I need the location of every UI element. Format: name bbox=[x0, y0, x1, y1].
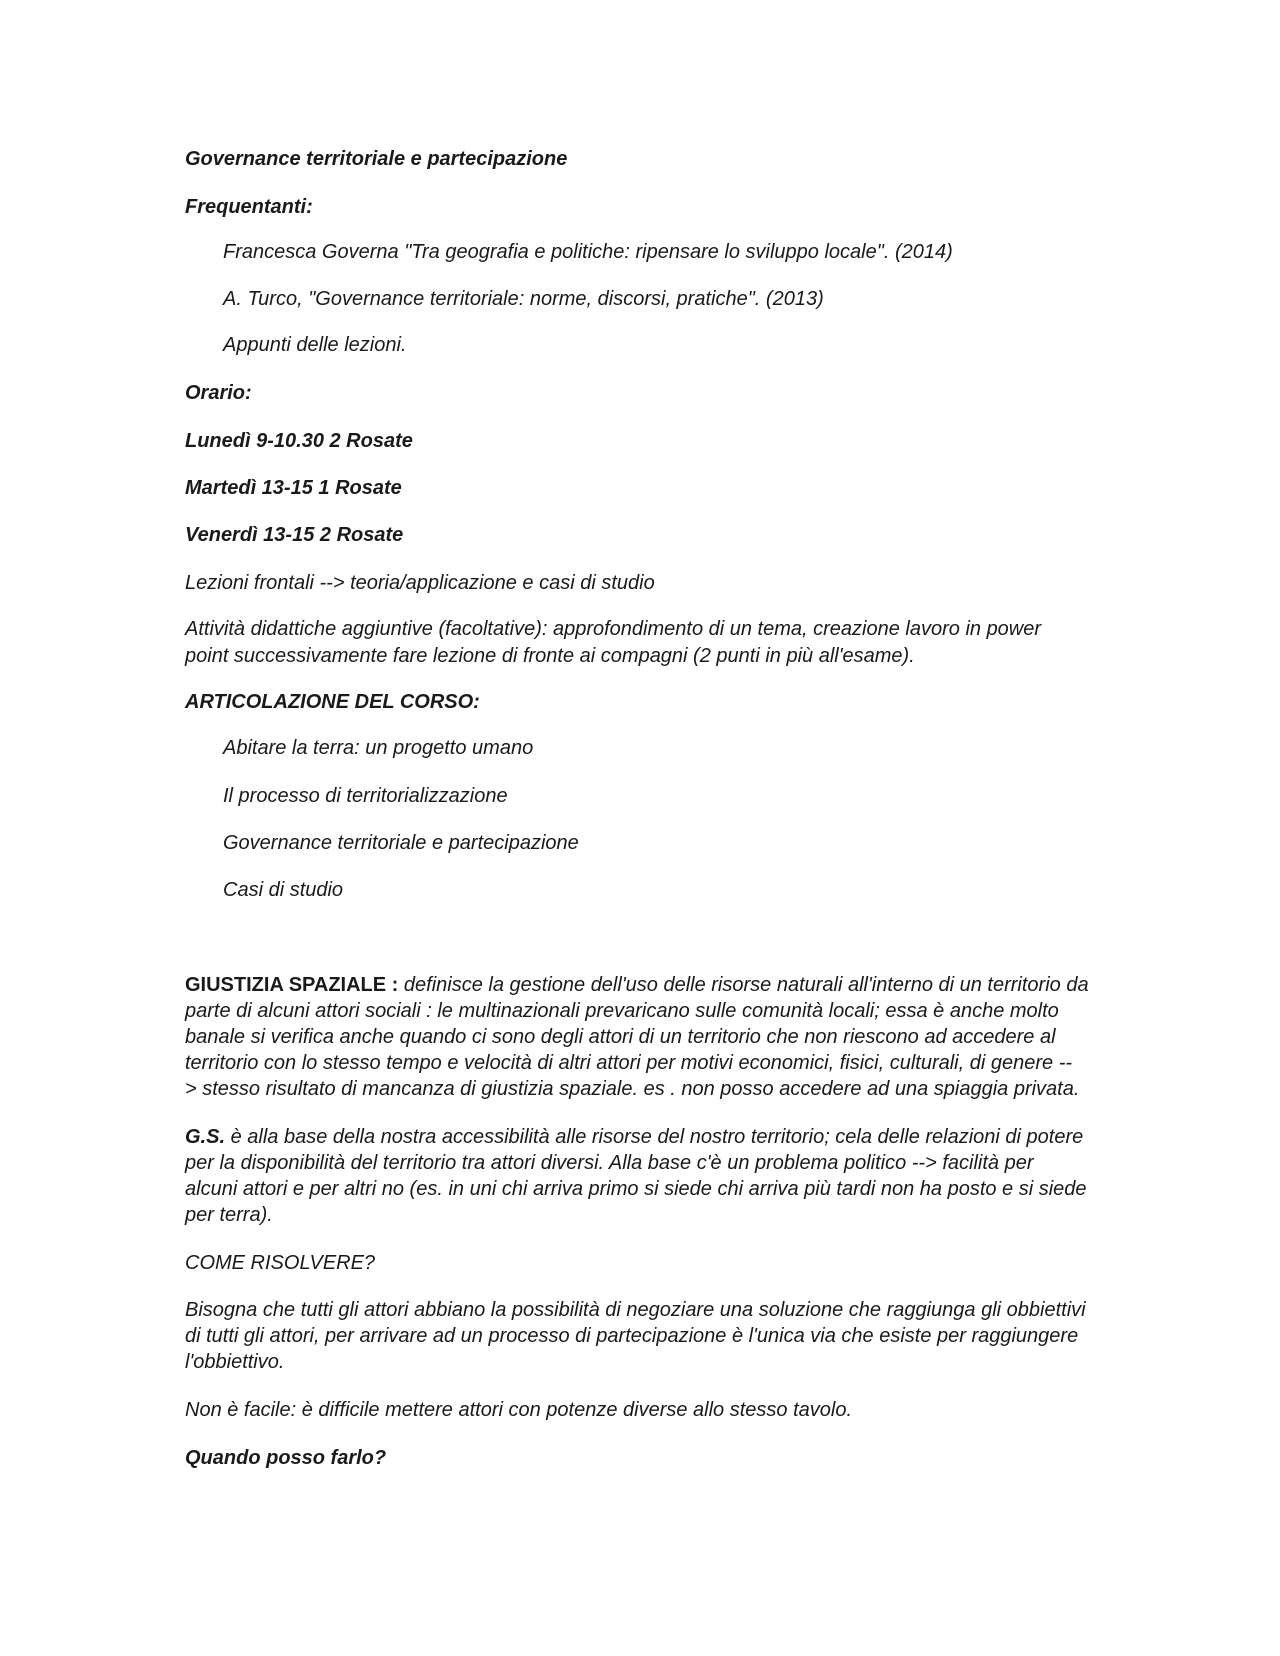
bisogna-line: Bisogna che tutti gli attori abbiano la possibilità di negoziare una soluzione che raggiunga gli obbiettivi bbox=[185, 1299, 1086, 1321]
gs-text: è alla base della nostra accessibilità alle risorse del nostro territorio; cela delle relazioni di potere bbox=[225, 1126, 1084, 1148]
orario-heading: Orario: bbox=[185, 382, 252, 404]
orario-item: Martedì 13-15 1 Rosate bbox=[185, 477, 402, 499]
lezioni-text: Lezioni frontali --> teoria/applicazione e casi di studio bbox=[185, 572, 655, 594]
come-risolvere: COME RISOLVERE? bbox=[185, 1252, 376, 1274]
giustizia-line: territorio con lo stesso tempo e velocità di altri attori per motivi economici, fisici, culturali, di genere -- bbox=[185, 1052, 1073, 1074]
giustizia-line bbox=[185, 972, 1089, 998]
giustizia-line: parte di alcuni attori sociali : le multinazionali prevaricano sulle comunità locali; essa è anche molto bbox=[185, 1000, 1059, 1022]
gs-term: G.S. bbox=[185, 1126, 226, 1148]
orario-item: Lunedì 9-10.30 2 Rosate bbox=[185, 430, 413, 452]
bisogna-line: di tutti gli attori, per arrivare ad un processo di partecipazione è l'unica via che esiste per raggiungere bbox=[185, 1325, 1079, 1347]
articolazione-heading: ARTICOLAZIONE DEL CORSO: bbox=[185, 691, 480, 713]
attivita-line: Attività didattiche aggiuntive (facoltative): approfondimento di un tema, creazione lavoro in power bbox=[185, 618, 1042, 640]
gs-line: alcuni attori e per altri no (es. in uni chi arriva primo si siede chi arriva più tardi non ha posto e si siede bbox=[185, 1178, 1087, 1200]
giustizia-term: GIUSTIZIA SPAZIALE : bbox=[185, 974, 399, 996]
orario-item: Venerdì 13-15 2 Rosate bbox=[185, 524, 404, 546]
attivita-line: point successivamente fare lezione di fronte ai compagni (2 punti in più all'esame). bbox=[185, 645, 915, 667]
giustizia-text: definisce la gestione dell'uso delle risorse naturali all'interno di un territorio da bbox=[398, 974, 1089, 996]
frequentanti-heading: Frequentanti: bbox=[185, 196, 313, 218]
frequentanti-item: Francesca Governa "Tra geografia e politiche: ripensare lo sviluppo locale". (2014) bbox=[223, 241, 953, 263]
frequentanti-item: Appunti delle lezioni. bbox=[223, 334, 407, 356]
articolazione-item: Governance territoriale e partecipazione bbox=[223, 832, 579, 854]
frequentanti-item: A. Turco, "Governance territoriale: norme, discorsi, pratiche". (2013) bbox=[223, 288, 824, 310]
gs-line: per la disponibilità del territorio tra attori diversi. Alla base c'è un problema politico --> facilità per bbox=[185, 1152, 1034, 1174]
gs-line bbox=[185, 1124, 1083, 1150]
document-title: Governance territoriale e partecipazione bbox=[185, 148, 568, 170]
quando-heading: Quando posso farlo? bbox=[185, 1447, 387, 1469]
articolazione-item: Abitare la terra: un progetto umano bbox=[223, 737, 534, 759]
gs-line: per terra). bbox=[185, 1204, 273, 1226]
giustizia-line: banale si verifica anche quando ci sono degli attori di un territorio che non riescono ad accedere al bbox=[185, 1026, 1056, 1048]
articolazione-item: Il processo di territorializzazione bbox=[223, 785, 508, 807]
articolazione-item: Casi di studio bbox=[223, 879, 344, 901]
non-facile-text: Non è facile: è difficile mettere attori con potenze diverse allo stesso tavolo. bbox=[185, 1399, 853, 1421]
giustizia-line: > stesso risultato di mancanza di giustizia spaziale. es . non posso accedere ad una spiaggia privata. bbox=[185, 1078, 1080, 1100]
bisogna-line: l'obbiettivo. bbox=[185, 1351, 285, 1373]
